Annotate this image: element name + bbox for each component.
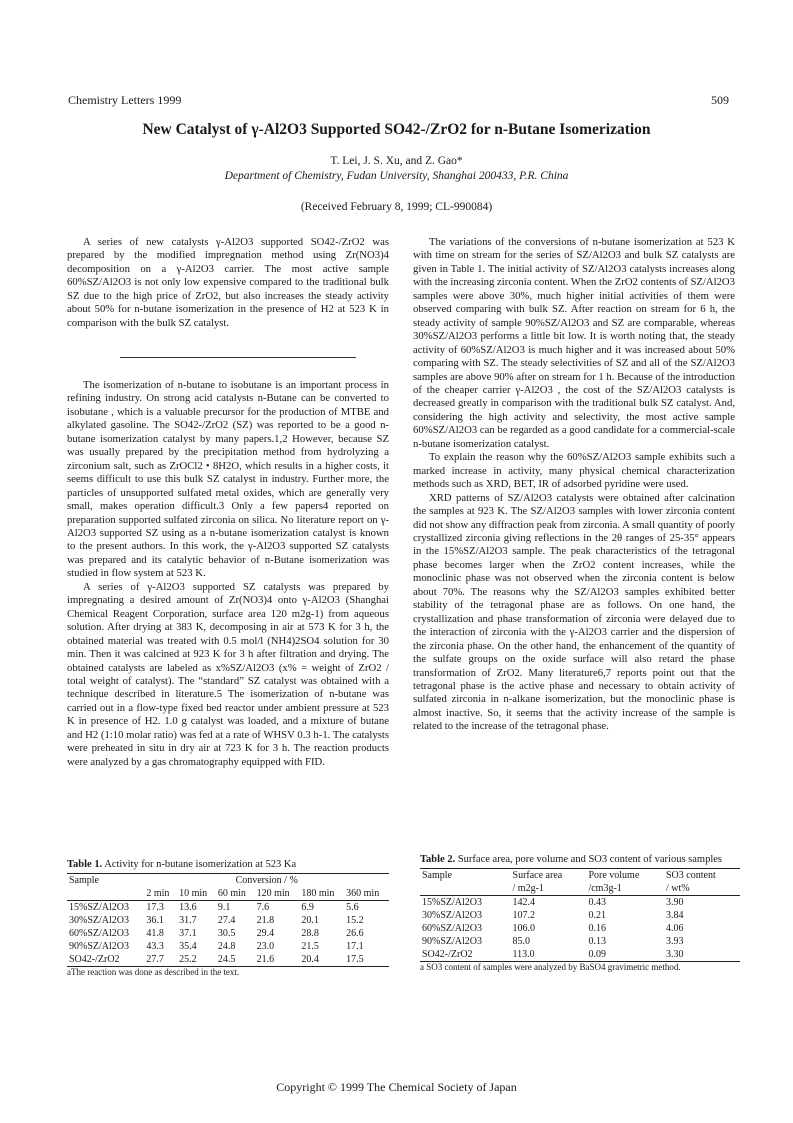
table-cell: 3.93	[666, 936, 684, 947]
table-1	[67, 858, 389, 977]
table-cell: 0.21	[588, 910, 606, 921]
table-cell: 37.1	[179, 928, 197, 939]
table-row	[420, 948, 740, 962]
table-cell: 0.09	[588, 949, 606, 960]
authors: T. Lei, J. S. Xu, and Z. Gao*	[330, 155, 463, 167]
table-cell: 23.0	[256, 941, 275, 952]
table-cell: 0.13	[588, 936, 606, 947]
table-cell: 15.2	[346, 915, 364, 926]
table-cell: 17.1	[346, 941, 364, 952]
table-header: 120 min	[256, 888, 290, 899]
table-cell: 30%SZ/Al2O3	[69, 915, 129, 926]
table-header: 180 min	[301, 888, 335, 899]
journal-name: Chemistry Letters 1999	[68, 93, 182, 107]
table-row	[67, 901, 389, 915]
table-cell: 90%SZ/Al2O3	[69, 941, 129, 952]
table-1-caption: Table 1. Activity for n-butane isomerization at 523 Ka	[67, 859, 297, 870]
table-header: Sample	[422, 870, 452, 881]
table-cell: 107.2	[512, 910, 536, 921]
table-cell: 142.4	[512, 897, 536, 908]
body-paragraph: To explain the reason why the 60%SZ/Al2O3 sample exhibits such a marked increase in activity, many physical chemical characterization methods such as XRD, BET, IR of adsorbed pyridine were used.	[413, 451, 735, 491]
table-cell: 7.6	[256, 902, 270, 913]
table-header	[67, 887, 144, 901]
table-cell: 113.0	[512, 949, 535, 960]
table-2-caption: Table 2. Surface area, pore volume and SO3 content of various samples	[420, 854, 723, 865]
table-row	[420, 922, 740, 935]
table-cell: 26.6	[346, 928, 364, 939]
table-header: / m2g-1	[512, 883, 544, 894]
body-left-column	[67, 379, 389, 769]
table-cell: 28.8	[301, 928, 319, 939]
table-cell: SO42-/ZrO2	[69, 954, 120, 965]
table-cell: 85.0	[512, 936, 531, 947]
table-cell: 15%SZ/Al2O3	[69, 902, 129, 913]
table-cell: 90%SZ/Al2O3	[422, 936, 482, 947]
table-cell: 36.1	[146, 915, 164, 926]
body-paragraph: The variations of the conversions of n-butane isomerization at 523 K with time on stream for the series of SZ/Al2O3 and bulk SZ catalysts are given in Table 1. The initial activity of SZ/Al2O3 catalysts increases along with the increasing zirconia content. When the ZrO2 contents of SZ/Al2O3 samples were above 30%, much higher initial activities of them were observed comparing with bulk SZ. After reaction on stream for 6 h, the steady activity of sample 90%SZ/Al2O3 and SZ are comparable, whereas 30%SZ/Al2O3 performs a little bit low. It is worth noting that, the steady activity of 60%SZ/Al2O3 is much higher and it was increased about 50% comparing with SZ. The steady selectivities of SZ and all of the SZ/Al2O3 samples are above 90% after on stream for 1 h. Because of the introduction of the cheaper carrier γ-Al2O3 , the cost of the SZ/Al2O3 catalysts is decreased greatly in comparison with the traditional bulk SZ catalyst. And, considering the high activity and selectivity, the most active sample 60%SZ/Al2O3 can be regarded as a good candidate for a commercial-scale n-butane isomerization catalyst.	[413, 236, 735, 450]
table-cell: 3.84	[666, 910, 684, 921]
table-cell: 20.4	[301, 954, 319, 965]
abstract-text: A series of new catalysts γ-Al2O3 supported SO42-/ZrO2 was prepared by the modified impregnation method using Zr(NO3)4 decomposition on a γ-Al2O3 carrier. The most active sample 60%SZ/Al2O3 is not only low expensive compared to the traditional bulk SZ due to the high price of ZrO2, but also increases the steady activity about 50% for n-butane isomerization in the presence of H2 at 523 K in comparison with the bulk SZ catalyst.	[67, 236, 389, 329]
table-cell: 20.1	[301, 915, 319, 926]
table-cell: 0.43	[588, 897, 606, 908]
body-paragraph: The isomerization of n-butane to isobutane is an important process in refining industry. On strong acid catalysts n-Butane can be converted to isobutane , which is a valuable precursor for the production of MTBE and alkylated gasoline. The SO42-/ZrO2 (SZ) was reported to be a good n-butane isomerization catalyst by many papers.1,2 However, because SZ was usually prepared by the precipitation method from hydrolyzing a zirconium salt, such as ZrOCl2 • 8H2O, which results in a higher costs, it seems difficult to use this bulk SZ catalyst in industry. Further more, the particles of unsupported sulfated metal oxides, which are generally very small, makes operation difficult.3 Only a few papers4 reported on preparation supported sulfated zirconia on silica. No literature report on γ-Al2O3 supported SZ using as a n-butane isomerization catalyst is known to the present authors. In this work, the γ-Al2O3 supported SZ catalysts was prepared and its catalytic behavior of n-Butane isomerization was studied in flow system at 523 K.	[67, 379, 389, 580]
table-cell: 17.5	[346, 954, 364, 965]
table-header: Conversion / %	[235, 875, 298, 886]
table-cell: 21.6	[256, 954, 275, 965]
body-paragraph: A series of γ-Al2O3 supported SZ catalysts was prepared by impregnating a desired amount of Zr(NO3)4 onto γ-Al2O3 (Shanghai Chemical Reagent Corporation, surface area 120 m2g-1) from aqueous solution. After drying at 383 K, decomposing in air at 573 K for 3 h, the obtained material was treated with 0.5 mol/l (NH4)2SO4 solution for 30 min. Then it was calcined at 923 K for 3 h after filtration and drying. The obtained catalysts are labeled as x%SZ/Al2O3 (x% = weight of ZrO2 / total weight of catalyst). The “standard” SZ catalyst was obtained with a technique described in literature.5 The isomerization of n-butane was carried out in a flow-type fixed bed reactor under ambient pressure at 523 K in presence of H2. 1.0 g catalyst was loaded, and a mixture of butane and H2 (1:10 molar ratio) was fed at a rate of WHSV 0.3 h-1. The catalysts were preheated in situ in dry air at 723 K for 3 h. The reaction products were analyzed by a gas chromatography equipped with FID.	[67, 580, 389, 768]
table-cell: 6.9	[301, 902, 314, 913]
table-2-footnote: a SO3 content of samples were analyzed by BaSO4 gravimetric method.	[420, 962, 681, 972]
body-paragraph: XRD patterns of SZ/Al2O3 catalysts were obtained after calcination the samples at 923 K. The SZ/Al2O3 samples with lower zirconia content did not show any diffraction peak from zirconia. A small quantity of poorly crystallized zirconia giving reflections in the 2θ ranges of 25-35° appears in the 15%SZ/Al2O3 sample. The peak characteristics of the tetragonal phase becomes larger when the ZrO2 content increases, while the monoclinic phase was not observed when the zirconia content is below about 70%. The reasons why the SZ/Al2O3 samples exhibited better stability of the tetragonal phase are as follows. On one hand, the crystallization and phase transformation of zirconia were delayed due to the interaction of zirconia with the γ-Al2O3 carrier and the dispersion of the zirconia phase. On the other hand, the enhancement of the quantity of the sulfate groups on the oxide surface will also retard the phase transformation of ZrO2. Many literature6,7 reports point out that the tetragonal phase is the active phase and necessary to obtain activity of sulfated zirconia in n-alkane isomerization, but the monoclinic phase is almost inactive. So, it seems that the activity increase of the sample is related to the increase of the tetragonal phase.	[413, 491, 735, 733]
abstract	[67, 236, 389, 330]
table-cell: 13.6	[179, 902, 197, 913]
table-cell: 30.5	[217, 928, 236, 939]
table-cell: 35.4	[179, 941, 197, 952]
table-header: 360 min	[346, 888, 380, 899]
table-header: /cm3g-1	[588, 883, 622, 894]
copyright: Copyright © 1999 The Chemical Society of Japan	[276, 1080, 517, 1094]
table-header: Pore volume	[588, 870, 640, 881]
table-cell: 24.5	[217, 954, 236, 965]
table-cell: 43.3	[146, 941, 164, 952]
table-cell: 9.1	[217, 902, 231, 913]
table-cell: 21.8	[256, 915, 275, 926]
table-header: 10 min	[179, 888, 208, 899]
table-1-footnote: aThe reaction was done as described in the text.	[67, 967, 240, 977]
page-number: 509	[711, 93, 729, 107]
table-cell: 60%SZ/Al2O3	[422, 923, 482, 934]
table-cell: 27.7	[146, 954, 164, 965]
table-cell: 21.5	[301, 941, 319, 952]
table-cell: 3.90	[666, 897, 684, 908]
table-cell: 24.8	[217, 941, 236, 952]
table-2	[420, 853, 740, 972]
table-cell: 0.16	[588, 923, 606, 934]
table-row	[67, 927, 389, 940]
table-row	[67, 940, 389, 953]
table-cell: 15%SZ/Al2O3	[422, 897, 482, 908]
received-date: (Received February 8, 1999; CL-990084)	[300, 201, 493, 213]
abstract-separator	[120, 357, 356, 358]
table-header: / wt%	[666, 883, 690, 894]
table-cell: 41.8	[146, 928, 164, 939]
table-cell: 4.06	[666, 923, 684, 934]
table-cell: 29.4	[256, 928, 275, 939]
table-row	[420, 935, 740, 948]
table-header: 2 min	[146, 888, 170, 899]
table-header: Surface area	[512, 870, 563, 881]
table-cell: 31.7	[179, 915, 197, 926]
table-header: Sample	[69, 875, 99, 886]
table-cell: 17.3	[146, 902, 164, 913]
table-cell: 25.2	[179, 954, 197, 965]
table-cell: 106.0	[512, 923, 536, 934]
body-right-column	[413, 236, 735, 734]
table-header	[420, 882, 511, 896]
table-row	[67, 914, 389, 927]
table-cell: 5.6	[346, 902, 359, 913]
table-header: 60 min	[217, 888, 246, 899]
table-1-grid	[67, 873, 389, 967]
table-row	[420, 909, 740, 922]
table-cell: 3.30	[666, 949, 684, 960]
table-cell: 30%SZ/Al2O3	[422, 910, 482, 921]
table-cell: 27.4	[217, 915, 236, 926]
table-header: SO3 content	[666, 870, 716, 881]
table-row	[420, 896, 740, 910]
table-row	[67, 953, 389, 967]
table-cell: 60%SZ/Al2O3	[69, 928, 129, 939]
paper-title: New Catalyst of γ-Al2O3 Supported SO42-/ZrO2 for n-Butane Isomerization	[142, 121, 651, 138]
affiliation: Department of Chemistry, Fudan University, Shanghai 200433, P.R. China	[224, 170, 569, 182]
table-cell: SO42-/ZrO2	[422, 949, 473, 960]
table-2-grid	[420, 868, 740, 962]
